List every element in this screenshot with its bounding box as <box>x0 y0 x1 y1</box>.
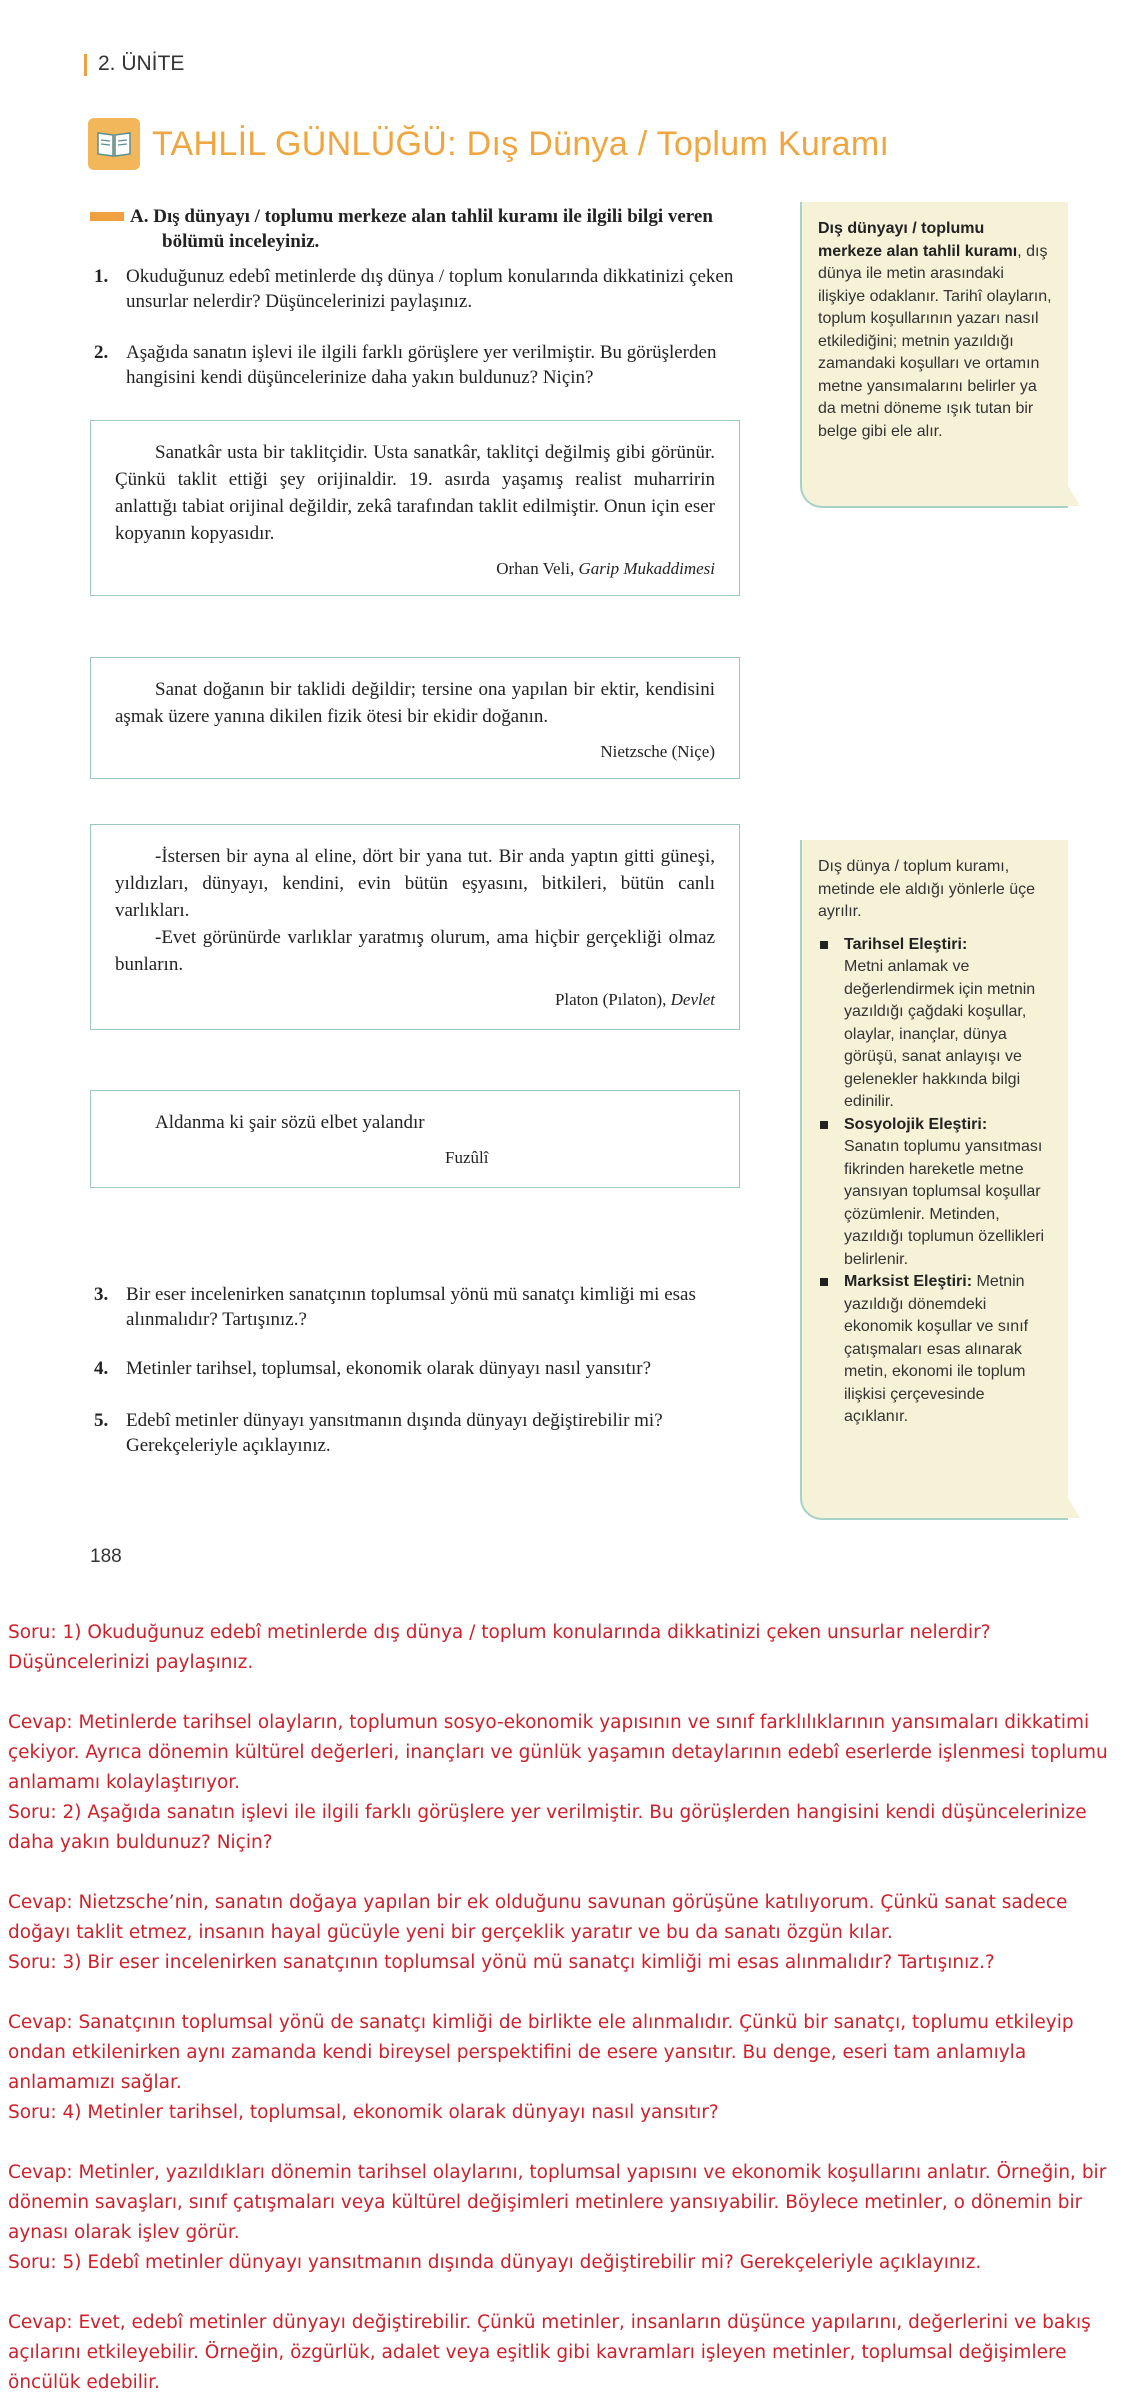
answer-line: Cevap: Evet, edebî metinler dünyayı değiştirebilir. Çünkü metinler, insanların düşünce yapılarını, değerlerini ve bakış açılarını etkileyebilir. Örneğin, özgürlük, adalet veya eşitlik gibi kavramları işleyen metinler, toplumsal değişimlere öncülük edebilir. <box>8 2312 1091 2393</box>
page-title: TAHLİL GÜNLÜĞÜ: Dış Dünya / Toplum Kuramı <box>152 124 890 163</box>
quote-box-platon: -İstersen bir ayna al eline, dört bir yana tut. Bir anda yaptın gitti güneşi, yıldızları, dünyayı, kendini, evin bütün eşyasını, bitkileri, bütün canlı varlıkları. -Evet görünürde varlıklar yaratmış olurum, ama hiçbir gerçekliği olmaz bunların. Platon (Pılaton), Devlet <box>90 824 740 1030</box>
list-item: Tarihsel Eleştiri: Metni anlamak ve değerlendirmek için metnin yazıldığı çağdaki koşullar, olaylar, inançlar, dünya görüşü, sanat anlayışı ve gelenekler hakkında bilgi edinilir. <box>818 934 1052 1114</box>
list-item: Sosyolojik Eleştiri: Sanatın toplumu yansıtması fikrinden hareketle metne yansıyan toplumsal koşullar çözümlenir. Metinden, yazıldığı toplumun özellikleri belirlenir. <box>818 1114 1052 1272</box>
question-2: 2. Aşağıda sanatın işlevi ile ilgili farklı görüşlere yer verilmiştir. Bu görüşlerden hangisini kendi düşüncelerinize daha yakın buldunuz? Niçin? <box>94 342 717 388</box>
answer-line: Soru: 2) Aşağıda sanatın işlevi ile ilgili farklı görüşlere yer verilmiştir. Bu görüşlerden hangisini kendi düşüncelerinize daha yakın buldunuz? Niçin? <box>8 1802 1087 1853</box>
question-5: 5. Edebî metinler dünyayı yansıtmanın dışında dünyayı değiştirebilir mi? Gerekçeleriyle açıklayınız. <box>94 1410 663 1456</box>
question-4: 4. Metinler tarihsel, toplumsal, ekonomik olarak dünyayı nasıl yansıtır? <box>94 1358 652 1379</box>
answer-line: Soru: 4) Metinler tarihsel, toplumsal, ekonomik olarak dünyayı nasıl yansıtır? <box>8 2102 719 2123</box>
answer-line: Soru: 3) Bir eser incelenirken sanatçının toplumsal yönü mü sanatçı kimliği mi esas alınmalıdır? Tartışınız.? <box>8 1952 995 1973</box>
answer-line: Cevap: Metinlerde tarihsel olayların, toplumun sosyo-ekonomik yapısının ve sınıf farklılıklarının yansımaları dikkatimi çekiyor. Ayrıca dönemin kültürel değerleri, inançları ve günlük yaşamın detaylarının edebî eserlerde işlenmesi toplumu anlamamı kolaylaştırıyor. <box>8 1712 1108 1793</box>
quote-box-fuzuli: Aldanma ki şair sözü elbet yalandır Fuzûlî <box>90 1090 740 1188</box>
question-3: 3. Bir eser incelenirken sanatçının toplumsal yönü mü sanatçı kimliği mi esas alınmalıdır? Tartışınız.? <box>94 1284 696 1330</box>
section-a-text: A. Dış dünyayı / toplumu merkeze alan tahlil kuramı ile ilgili bilgi veren bölümü inceleyiniz. <box>130 206 713 252</box>
answers-section <box>8 1618 1128 2396</box>
list-item: Marksist Eleştiri: Metnin yazıldığı dönemdeki ekonomik koşullar ve sınıf çatışmaları esas alınarak metin, ekonomi ile toplum ilişkisi çerçevesinde açıklanır. <box>818 1271 1052 1429</box>
book-icon <box>88 118 140 170</box>
answer-line: Soru: 1) Okuduğunuz edebî metinlerde dış dünya / toplum konularında dikkatinizi çeken unsurlar nelerdir? Düşüncelerinizi paylaşınız. <box>8 1622 991 1673</box>
side-note-theory: Dış dünyayı / toplumu merkeze alan tahlil kuramı, dış dünya ile metin arasındaki ilişkiye odaklanır. Tarihî olayların, toplum koşullarının yazarı nasıl etkilediğini; metnin yazıldığı zamandaki koşulları ve ortamın metne yansımalarını belirler ya da metni döneme ışık tutan bir belge gibi ele alır. <box>800 202 1068 508</box>
answer-line: Soru: 5) Edebî metinler dünyayı yansıtmanın dışında dünyayı değiştirebilir mi? Gerekçeleriyle açıklayınız. <box>8 2252 982 2273</box>
side-note-intro: Dış dünya / toplum kuramı, metinde ele aldığı yönlerle üçe ayrılır. <box>818 858 1036 920</box>
quote-box-nietzsche: Sanat doğanın bir taklidi değildir; tersine ona yapılan bir ektir, kendisini aşmak üzere yanına dikilen fizik ötesi bir ekidir doğanın. Nietzsche (Niçe) <box>90 657 740 779</box>
question-1: 1. Okuduğunuz edebî metinlerde dış dünya / toplum konularında dikkatinizi çeken unsurlar nelerdir? Düşüncelerinizi paylaşınız. <box>94 266 734 312</box>
section-title <box>88 118 889 170</box>
unit-header: 2. ÜNİTE <box>84 52 184 76</box>
section-marker <box>90 212 124 221</box>
section-a <box>90 204 740 254</box>
page-number: 188 <box>90 1546 122 1567</box>
side-note-types <box>800 840 1068 1520</box>
answer-line: Cevap: Metinler, yazıldıkları dönemin tarihsel olaylarını, toplumsal yapısını ve ekonomik koşullarını anlatır. Örneğin, bir dönemin savaşları, sınıf çatışmaları veya kültürel değişimleri metinlere yansıyabilir. Böylece metinler, o dönemin bir aynası olarak işlev görür. <box>8 2162 1107 2243</box>
answer-line: Cevap: Sanatçının toplumsal yönü de sanatçı kimliği de birlikte ele alınmalıdır. Çünkü bir sanatçı, toplumu etkileyip ondan etkilenirken aynı zamanda kendi bireysel perspektifini de esere yansıtır. Bu denge, eseri tam anlamıyla anlamamızı sağlar. <box>8 2012 1074 2093</box>
answer-line: Cevap: Nietzsche’nin, sanatın doğaya yapılan bir ek olduğunu savunan görüşüne katılıyorum. Çünkü sanat sadece doğayı taklit etmez, insanın hayal gücüyle yeni bir gerçeklik yaratır ve bu da sanatı özgün kılar. <box>8 1892 1068 1943</box>
quote-box-orhan-veli: Sanatkâr usta bir taklitçidir. Usta sanatkâr, taklitçi değilmiş gibi görünür. Çünkü taklit ettiği şey orijinaldir. 19. asırda yaşamış realist muharririn anlattığı tabiat orijinal değildir, zekâ tarafından taklit edilmiştir. Onun için eser kopyanın kopyasıdır. Orhan Veli, Garip Mukaddimesi <box>90 420 740 596</box>
